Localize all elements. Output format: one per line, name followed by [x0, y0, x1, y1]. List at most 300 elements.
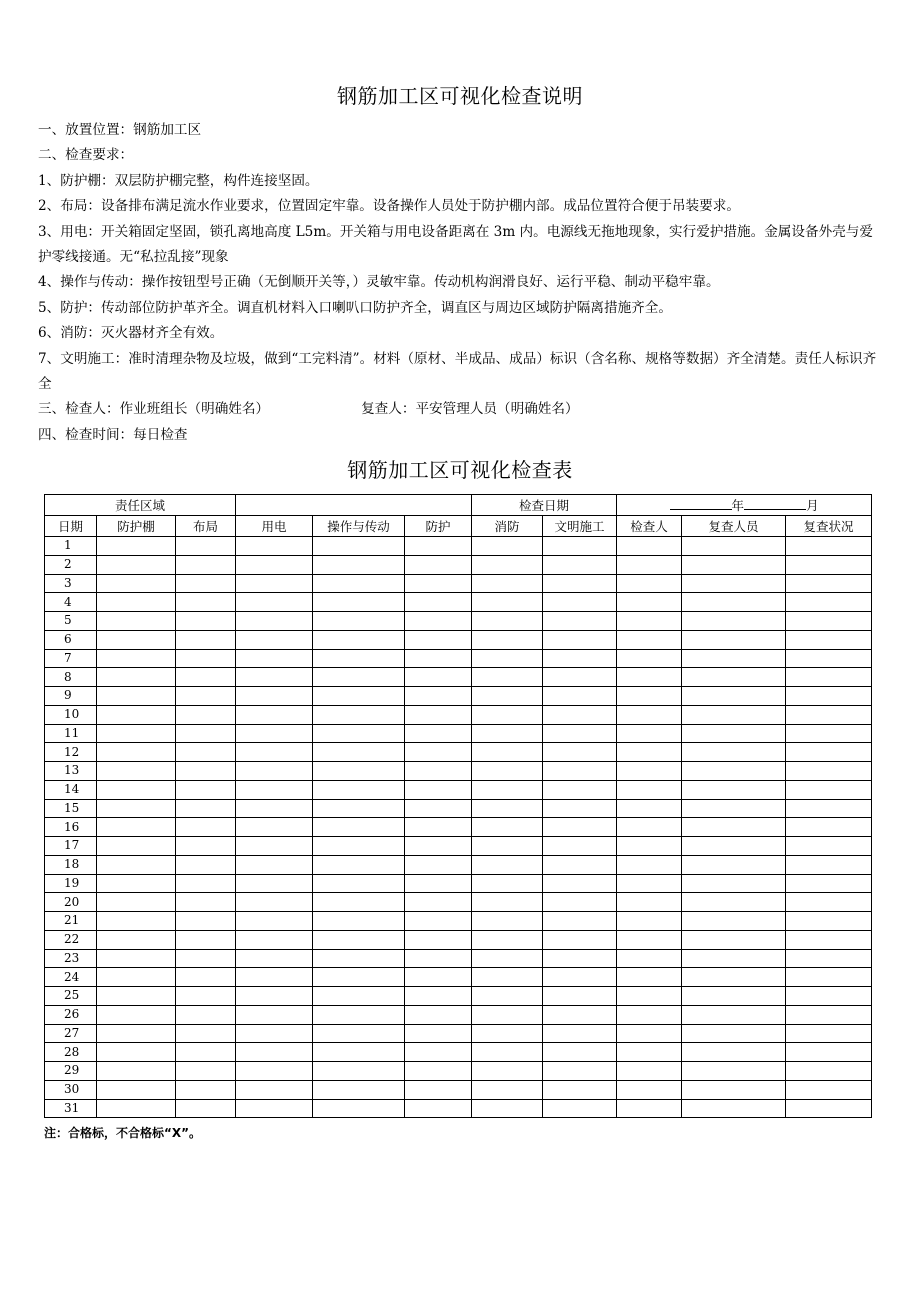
entry-cell[interactable]: [176, 724, 236, 743]
entry-cell[interactable]: [313, 893, 405, 912]
entry-cell[interactable]: [682, 743, 786, 762]
entry-cell[interactable]: [176, 912, 236, 931]
entry-cell[interactable]: [176, 987, 236, 1006]
entry-cell[interactable]: [313, 574, 405, 593]
entry-cell[interactable]: [472, 855, 543, 874]
entry-cell[interactable]: [682, 593, 786, 612]
entry-cell[interactable]: [617, 987, 682, 1006]
entry-cell[interactable]: [786, 818, 872, 837]
entry-cell[interactable]: [236, 687, 313, 706]
entry-cell[interactable]: [786, 743, 872, 762]
entry-cell[interactable]: [313, 874, 405, 893]
entry-cell[interactable]: [472, 1043, 543, 1062]
entry-cell[interactable]: [472, 668, 543, 687]
entry-cell[interactable]: [682, 724, 786, 743]
entry-cell[interactable]: [786, 837, 872, 856]
entry-cell[interactable]: [313, 987, 405, 1006]
entry-cell[interactable]: [236, 1005, 313, 1024]
entry-cell[interactable]: [472, 574, 543, 593]
entry-cell[interactable]: [97, 855, 176, 874]
entry-cell[interactable]: [97, 912, 176, 931]
entry-cell[interactable]: [176, 968, 236, 987]
entry-cell[interactable]: [97, 987, 176, 1006]
entry-cell[interactable]: [543, 1080, 617, 1099]
entry-cell[interactable]: [786, 724, 872, 743]
entry-cell[interactable]: [176, 1043, 236, 1062]
entry-cell[interactable]: [236, 762, 313, 781]
entry-cell[interactable]: [97, 1043, 176, 1062]
entry-cell[interactable]: [405, 874, 472, 893]
entry-cell[interactable]: [176, 593, 236, 612]
entry-cell[interactable]: [236, 537, 313, 556]
entry-cell[interactable]: [543, 837, 617, 856]
entry-cell[interactable]: [236, 555, 313, 574]
entry-cell[interactable]: [786, 1099, 872, 1118]
entry-cell[interactable]: [97, 649, 176, 668]
entry-cell[interactable]: [617, 1080, 682, 1099]
entry-cell[interactable]: [472, 1024, 543, 1043]
entry-cell[interactable]: [786, 855, 872, 874]
entry-cell[interactable]: [236, 705, 313, 724]
entry-cell[interactable]: [543, 612, 617, 631]
entry-cell[interactable]: [543, 593, 617, 612]
entry-cell[interactable]: [405, 630, 472, 649]
entry-cell[interactable]: [236, 780, 313, 799]
entry-cell[interactable]: [176, 930, 236, 949]
entry-cell[interactable]: [472, 968, 543, 987]
entry-cell[interactable]: [405, 949, 472, 968]
entry-cell[interactable]: [543, 668, 617, 687]
entry-cell[interactable]: [97, 1005, 176, 1024]
entry-cell[interactable]: [313, 1024, 405, 1043]
entry-cell[interactable]: [97, 818, 176, 837]
entry-cell[interactable]: [97, 537, 176, 556]
entry-cell[interactable]: [472, 593, 543, 612]
entry-cell[interactable]: [472, 930, 543, 949]
entry-cell[interactable]: [97, 874, 176, 893]
entry-cell[interactable]: [313, 799, 405, 818]
entry-cell[interactable]: [313, 612, 405, 631]
entry-cell[interactable]: [236, 630, 313, 649]
entry-cell[interactable]: [617, 705, 682, 724]
entry-cell[interactable]: [97, 837, 176, 856]
entry-cell[interactable]: [682, 1005, 786, 1024]
entry-cell[interactable]: [236, 1099, 313, 1118]
entry-cell[interactable]: [786, 949, 872, 968]
entry-cell[interactable]: [682, 705, 786, 724]
entry-cell[interactable]: [682, 987, 786, 1006]
entry-cell[interactable]: [543, 818, 617, 837]
entry-cell[interactable]: [543, 799, 617, 818]
entry-cell[interactable]: [617, 930, 682, 949]
entry-cell[interactable]: [786, 930, 872, 949]
entry-cell[interactable]: [786, 630, 872, 649]
entry-cell[interactable]: [313, 743, 405, 762]
entry-cell[interactable]: [236, 949, 313, 968]
entry-cell[interactable]: [97, 630, 176, 649]
entry-cell[interactable]: [97, 743, 176, 762]
entry-cell[interactable]: [543, 537, 617, 556]
entry-cell[interactable]: [97, 705, 176, 724]
entry-cell[interactable]: [405, 1062, 472, 1081]
entry-cell[interactable]: [236, 1024, 313, 1043]
entry-cell[interactable]: [543, 687, 617, 706]
entry-cell[interactable]: [682, 874, 786, 893]
entry-cell[interactable]: [236, 612, 313, 631]
entry-cell[interactable]: [405, 555, 472, 574]
entry-cell[interactable]: [682, 1024, 786, 1043]
entry-cell[interactable]: [405, 1005, 472, 1024]
entry-cell[interactable]: [617, 1024, 682, 1043]
entry-cell[interactable]: [176, 612, 236, 631]
entry-cell[interactable]: [313, 1062, 405, 1081]
entry-cell[interactable]: [786, 799, 872, 818]
entry-cell[interactable]: [682, 630, 786, 649]
entry-cell[interactable]: [405, 1099, 472, 1118]
entry-cell[interactable]: [786, 1024, 872, 1043]
entry-cell[interactable]: [176, 668, 236, 687]
entry-cell[interactable]: [472, 893, 543, 912]
entry-cell[interactable]: [617, 743, 682, 762]
entry-cell[interactable]: [176, 762, 236, 781]
entry-cell[interactable]: [617, 555, 682, 574]
entry-cell[interactable]: [236, 930, 313, 949]
entry-cell[interactable]: [472, 837, 543, 856]
entry-cell[interactable]: [682, 893, 786, 912]
entry-cell[interactable]: [617, 799, 682, 818]
entry-cell[interactable]: [682, 818, 786, 837]
entry-cell[interactable]: [472, 687, 543, 706]
entry-cell[interactable]: [97, 930, 176, 949]
entry-cell[interactable]: [617, 855, 682, 874]
entry-cell[interactable]: [236, 874, 313, 893]
entry-cell[interactable]: [786, 555, 872, 574]
entry-cell[interactable]: [682, 555, 786, 574]
entry-cell[interactable]: [176, 818, 236, 837]
entry-cell[interactable]: [313, 705, 405, 724]
entry-cell[interactable]: [236, 987, 313, 1006]
entry-cell[interactable]: [543, 949, 617, 968]
entry-cell[interactable]: [543, 912, 617, 931]
entry-cell[interactable]: [405, 668, 472, 687]
entry-cell[interactable]: [617, 574, 682, 593]
entry-cell[interactable]: [543, 555, 617, 574]
entry-cell[interactable]: [682, 649, 786, 668]
entry-cell[interactable]: [313, 593, 405, 612]
entry-cell[interactable]: [617, 649, 682, 668]
entry-cell[interactable]: [405, 724, 472, 743]
entry-cell[interactable]: [543, 1024, 617, 1043]
entry-cell[interactable]: [682, 949, 786, 968]
entry-cell[interactable]: [472, 649, 543, 668]
entry-cell[interactable]: [405, 687, 472, 706]
entry-cell[interactable]: [617, 724, 682, 743]
entry-cell[interactable]: [405, 762, 472, 781]
entry-cell[interactable]: [236, 1062, 313, 1081]
entry-cell[interactable]: [313, 780, 405, 799]
entry-cell[interactable]: [472, 724, 543, 743]
entry-cell[interactable]: [176, 1024, 236, 1043]
entry-cell[interactable]: [405, 743, 472, 762]
entry-cell[interactable]: [405, 893, 472, 912]
entry-cell[interactable]: [236, 968, 313, 987]
entry-cell[interactable]: [405, 780, 472, 799]
entry-cell[interactable]: [97, 799, 176, 818]
entry-cell[interactable]: [405, 612, 472, 631]
entry-cell[interactable]: [543, 649, 617, 668]
entry-cell[interactable]: [543, 1099, 617, 1118]
entry-cell[interactable]: [543, 855, 617, 874]
entry-cell[interactable]: [313, 1043, 405, 1062]
entry-cell[interactable]: [617, 612, 682, 631]
entry-cell[interactable]: [405, 968, 472, 987]
entry-cell[interactable]: [176, 537, 236, 556]
entry-cell[interactable]: [97, 1024, 176, 1043]
entry-cell[interactable]: [786, 574, 872, 593]
entry-cell[interactable]: [472, 987, 543, 1006]
entry-cell[interactable]: [682, 1043, 786, 1062]
entry-cell[interactable]: [236, 1080, 313, 1099]
entry-cell[interactable]: [97, 949, 176, 968]
entry-cell[interactable]: [405, 593, 472, 612]
entry-cell[interactable]: [682, 799, 786, 818]
entry-cell[interactable]: [405, 1024, 472, 1043]
entry-cell[interactable]: [176, 799, 236, 818]
entry-cell[interactable]: [786, 612, 872, 631]
entry-cell[interactable]: [472, 705, 543, 724]
entry-cell[interactable]: [617, 893, 682, 912]
entry-cell[interactable]: [472, 1099, 543, 1118]
entry-cell[interactable]: [313, 668, 405, 687]
entry-cell[interactable]: [313, 837, 405, 856]
entry-cell[interactable]: [786, 1062, 872, 1081]
entry-cell[interactable]: [617, 949, 682, 968]
entry-cell[interactable]: [472, 630, 543, 649]
entry-cell[interactable]: [313, 912, 405, 931]
entry-cell[interactable]: [236, 668, 313, 687]
entry-cell[interactable]: [543, 987, 617, 1006]
entry-cell[interactable]: [405, 705, 472, 724]
entry-cell[interactable]: [97, 724, 176, 743]
entry-cell[interactable]: [472, 555, 543, 574]
entry-cell[interactable]: [313, 687, 405, 706]
entry-cell[interactable]: [543, 743, 617, 762]
entry-cell[interactable]: [543, 705, 617, 724]
entry-cell[interactable]: [236, 574, 313, 593]
entry-cell[interactable]: [405, 799, 472, 818]
entry-cell[interactable]: [617, 630, 682, 649]
entry-cell[interactable]: [472, 949, 543, 968]
entry-cell[interactable]: [682, 574, 786, 593]
entry-cell[interactable]: [97, 780, 176, 799]
entry-cell[interactable]: [236, 743, 313, 762]
entry-cell[interactable]: [313, 968, 405, 987]
entry-cell[interactable]: [682, 612, 786, 631]
entry-cell[interactable]: [236, 837, 313, 856]
entry-cell[interactable]: [97, 1099, 176, 1118]
entry-cell[interactable]: [786, 762, 872, 781]
entry-cell[interactable]: [617, 537, 682, 556]
entry-cell[interactable]: [176, 687, 236, 706]
entry-cell[interactable]: [617, 593, 682, 612]
entry-cell[interactable]: [97, 762, 176, 781]
entry-cell[interactable]: [543, 724, 617, 743]
entry-cell[interactable]: [786, 968, 872, 987]
entry-cell[interactable]: [313, 949, 405, 968]
date-value-cell[interactable]: [617, 495, 872, 516]
entry-cell[interactable]: [176, 855, 236, 874]
entry-cell[interactable]: [313, 930, 405, 949]
entry-cell[interactable]: [176, 555, 236, 574]
entry-cell[interactable]: [405, 1080, 472, 1099]
entry-cell[interactable]: [405, 537, 472, 556]
entry-cell[interactable]: [472, 1080, 543, 1099]
entry-cell[interactable]: [405, 818, 472, 837]
entry-cell[interactable]: [682, 1099, 786, 1118]
entry-cell[interactable]: [405, 649, 472, 668]
entry-cell[interactable]: [176, 630, 236, 649]
entry-cell[interactable]: [617, 818, 682, 837]
entry-cell[interactable]: [313, 1099, 405, 1118]
entry-cell[interactable]: [786, 912, 872, 931]
entry-cell[interactable]: [176, 1062, 236, 1081]
entry-cell[interactable]: [472, 818, 543, 837]
entry-cell[interactable]: [236, 649, 313, 668]
entry-cell[interactable]: [236, 912, 313, 931]
entry-cell[interactable]: [313, 1080, 405, 1099]
entry-cell[interactable]: [472, 537, 543, 556]
entry-cell[interactable]: [176, 949, 236, 968]
entry-cell[interactable]: [176, 1080, 236, 1099]
entry-cell[interactable]: [97, 1062, 176, 1081]
entry-cell[interactable]: [786, 537, 872, 556]
entry-cell[interactable]: [472, 780, 543, 799]
entry-cell[interactable]: [472, 799, 543, 818]
entry-cell[interactable]: [682, 930, 786, 949]
entry-cell[interactable]: [543, 968, 617, 987]
entry-cell[interactable]: [97, 1080, 176, 1099]
entry-cell[interactable]: [682, 912, 786, 931]
entry-cell[interactable]: [236, 893, 313, 912]
entry-cell[interactable]: [236, 855, 313, 874]
entry-cell[interactable]: [313, 762, 405, 781]
entry-cell[interactable]: [236, 818, 313, 837]
entry-cell[interactable]: [405, 855, 472, 874]
entry-cell[interactable]: [176, 874, 236, 893]
entry-cell[interactable]: [313, 1005, 405, 1024]
entry-cell[interactable]: [543, 574, 617, 593]
entry-cell[interactable]: [617, 1005, 682, 1024]
entry-cell[interactable]: [236, 1043, 313, 1062]
entry-cell[interactable]: [617, 912, 682, 931]
entry-cell[interactable]: [617, 1043, 682, 1062]
entry-cell[interactable]: [236, 799, 313, 818]
entry-cell[interactable]: [543, 1062, 617, 1081]
entry-cell[interactable]: [682, 687, 786, 706]
entry-cell[interactable]: [786, 1043, 872, 1062]
entry-cell[interactable]: [543, 762, 617, 781]
entry-cell[interactable]: [97, 687, 176, 706]
entry-cell[interactable]: [176, 1005, 236, 1024]
entry-cell[interactable]: [617, 1099, 682, 1118]
entry-cell[interactable]: [313, 555, 405, 574]
entry-cell[interactable]: [786, 874, 872, 893]
entry-cell[interactable]: [543, 1043, 617, 1062]
entry-cell[interactable]: [472, 1005, 543, 1024]
entry-cell[interactable]: [617, 874, 682, 893]
entry-cell[interactable]: [405, 987, 472, 1006]
entry-cell[interactable]: [682, 762, 786, 781]
entry-cell[interactable]: [313, 630, 405, 649]
entry-cell[interactable]: [543, 780, 617, 799]
entry-cell[interactable]: [682, 1080, 786, 1099]
entry-cell[interactable]: [405, 1043, 472, 1062]
entry-cell[interactable]: [543, 1005, 617, 1024]
entry-cell[interactable]: [236, 724, 313, 743]
entry-cell[interactable]: [786, 668, 872, 687]
entry-cell[interactable]: [405, 837, 472, 856]
entry-cell[interactable]: [313, 855, 405, 874]
entry-cell[interactable]: [313, 537, 405, 556]
entry-cell[interactable]: [786, 987, 872, 1006]
entry-cell[interactable]: [786, 780, 872, 799]
entry-cell[interactable]: [617, 837, 682, 856]
entry-cell[interactable]: [543, 630, 617, 649]
entry-cell[interactable]: [682, 668, 786, 687]
entry-cell[interactable]: [682, 537, 786, 556]
entry-cell[interactable]: [405, 912, 472, 931]
entry-cell[interactable]: [176, 743, 236, 762]
entry-cell[interactable]: [97, 668, 176, 687]
entry-cell[interactable]: [682, 1062, 786, 1081]
entry-cell[interactable]: [786, 1005, 872, 1024]
entry-cell[interactable]: [786, 1080, 872, 1099]
entry-cell[interactable]: [236, 593, 313, 612]
area-value-cell[interactable]: [236, 495, 472, 516]
entry-cell[interactable]: [405, 930, 472, 949]
entry-cell[interactable]: [617, 780, 682, 799]
entry-cell[interactable]: [176, 574, 236, 593]
entry-cell[interactable]: [617, 762, 682, 781]
entry-cell[interactable]: [472, 612, 543, 631]
entry-cell[interactable]: [176, 705, 236, 724]
entry-cell[interactable]: [472, 874, 543, 893]
entry-cell[interactable]: [786, 649, 872, 668]
entry-cell[interactable]: [472, 762, 543, 781]
entry-cell[interactable]: [786, 705, 872, 724]
entry-cell[interactable]: [682, 968, 786, 987]
entry-cell[interactable]: [472, 912, 543, 931]
entry-cell[interactable]: [472, 1062, 543, 1081]
entry-cell[interactable]: [313, 724, 405, 743]
entry-cell[interactable]: [97, 893, 176, 912]
entry-cell[interactable]: [313, 818, 405, 837]
entry-cell[interactable]: [176, 837, 236, 856]
entry-cell[interactable]: [405, 574, 472, 593]
entry-cell[interactable]: [786, 687, 872, 706]
entry-cell[interactable]: [97, 574, 176, 593]
entry-cell[interactable]: [786, 593, 872, 612]
entry-cell[interactable]: [617, 1062, 682, 1081]
entry-cell[interactable]: [176, 649, 236, 668]
entry-cell[interactable]: [543, 893, 617, 912]
entry-cell[interactable]: [682, 855, 786, 874]
entry-cell[interactable]: [176, 893, 236, 912]
entry-cell[interactable]: [617, 968, 682, 987]
entry-cell[interactable]: [682, 837, 786, 856]
entry-cell[interactable]: [176, 780, 236, 799]
entry-cell[interactable]: [617, 687, 682, 706]
